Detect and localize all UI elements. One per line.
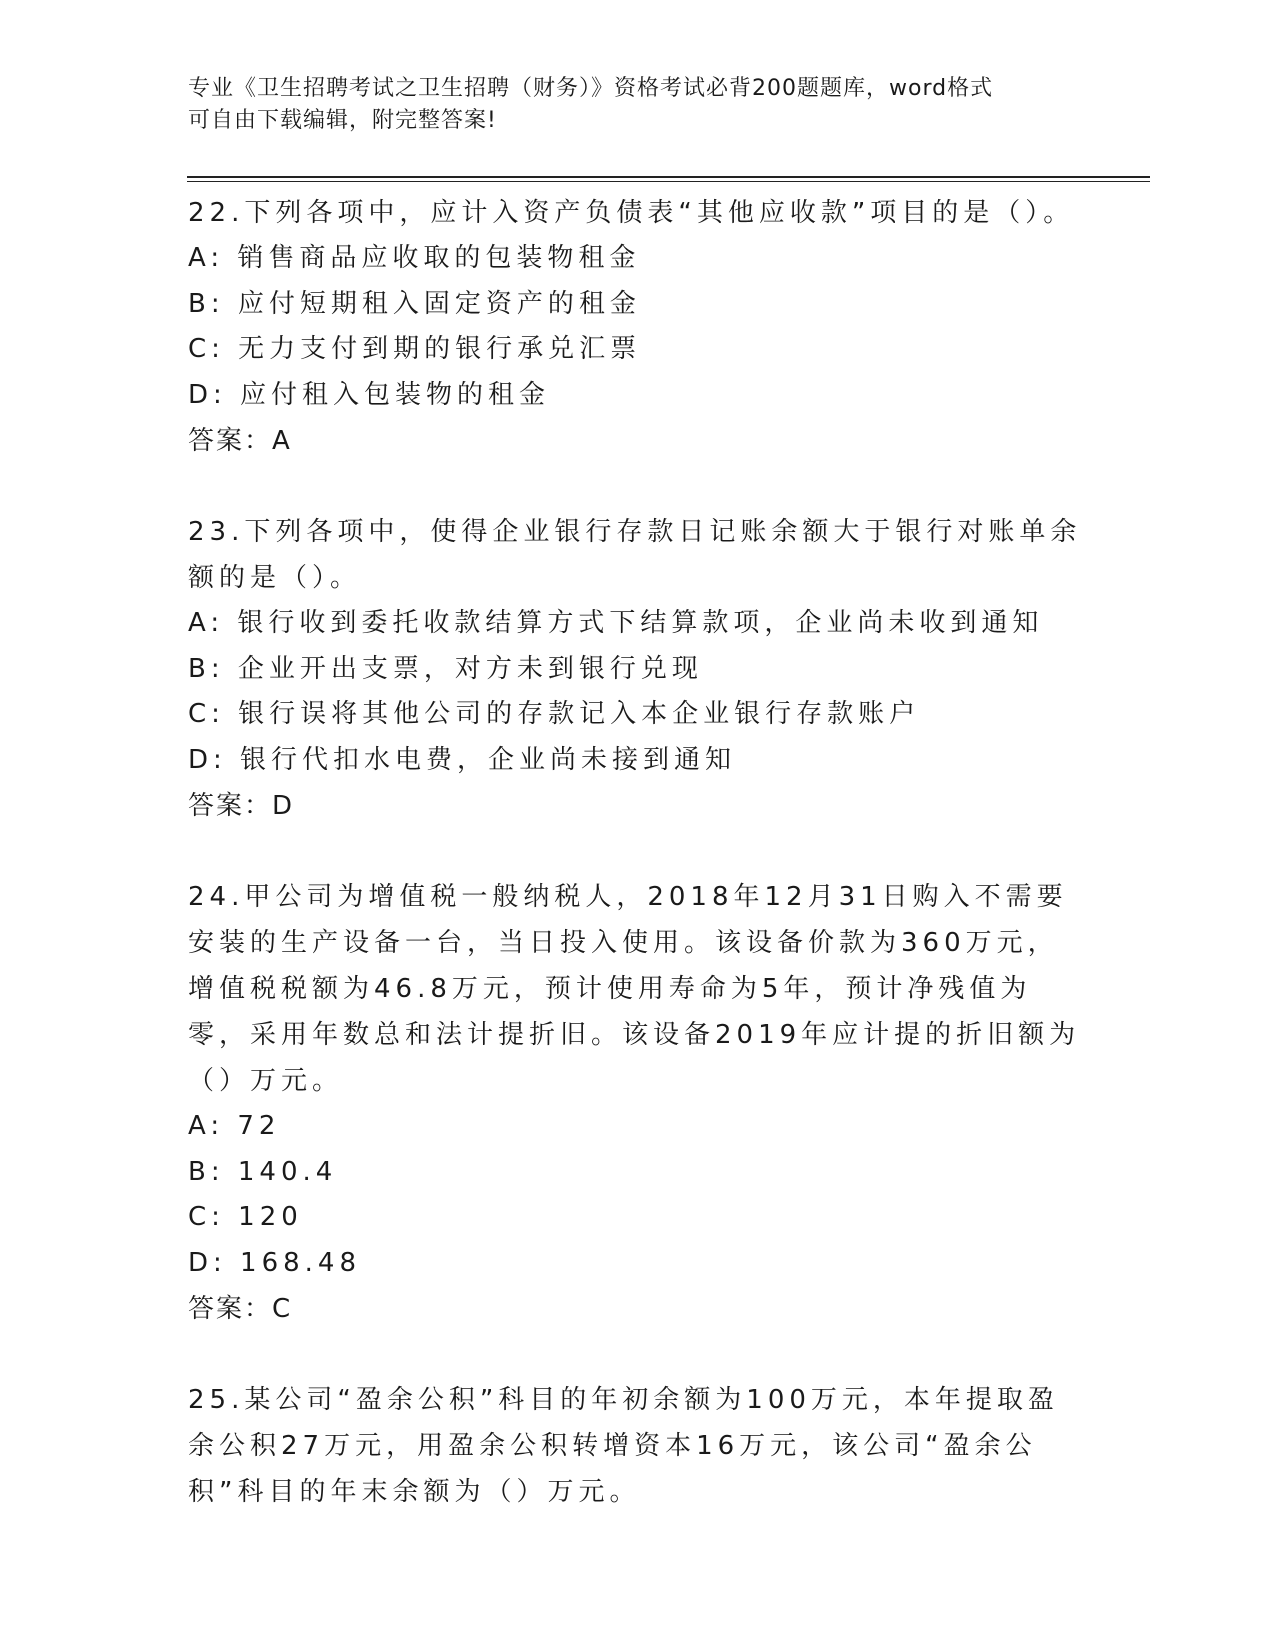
question-stem: 24.甲公司为增值税一般纳税人，2018年12月31日购入不需要安装的生产设备一台，当日投入使用。该设备价款为360万元，增值税税额为46.8万元，预计使用寿命为5年，预计净残值为零，采用年数总和法计提折旧。该设备2019年应计提的折旧额为（）万元。 xyxy=(188,882,1081,1096)
header-divider xyxy=(187,176,1150,182)
document-header xyxy=(188,73,1068,137)
question-stem: 23.下列各项中，使得企业银行存款日记账余额大于银行对账单余额的是（）。 xyxy=(188,517,1082,593)
option-a: A: 72 xyxy=(188,1111,281,1141)
question-24 xyxy=(188,874,1088,1332)
option-d: D: 168.48 xyxy=(188,1247,362,1278)
option-d: D: 应付租入包装物的租金 xyxy=(188,379,551,410)
answer-value: C xyxy=(272,1294,292,1324)
question-23 xyxy=(188,509,1088,829)
option-c: C: 银行误将其他公司的存款记入本企业银行存款账户 xyxy=(188,699,921,729)
answer-label: 答案： xyxy=(188,1294,273,1324)
header-title-line2: 可自由下载编辑，附完整答案! xyxy=(188,108,497,133)
answer-value: D xyxy=(272,791,294,821)
header-title-line1: 专业《卫生招聘考试之卫生招聘（财务）》资格考试必背200题题库，word格式 xyxy=(188,76,994,101)
option-b: B: 企业开出支票，对方未到银行兑现 xyxy=(188,653,703,684)
option-a: A: 销售商品应收取的包装物租金 xyxy=(188,243,641,273)
option-c: C: 无力支付到期的银行承兑汇票 xyxy=(188,334,642,364)
answer-line xyxy=(188,418,1088,464)
answer-line xyxy=(188,783,1088,829)
question-stem: 25.某公司“盈余公积”科目的年初余额为100万元，本年提取盈余公积27万元，用盈余公积转增资本16万元，该公司“盈余公积”科目的年末余额为（）万元。 xyxy=(188,1385,1059,1507)
option-b: B: 140.4 xyxy=(188,1156,338,1187)
option-b: B: 应付短期租入固定资产的租金 xyxy=(188,288,641,319)
question-list xyxy=(188,190,1088,1560)
question-stem: 22.下列各项中，应计入资产负债表“其他应收款”项目的是（）。 xyxy=(188,198,1075,228)
question-25 xyxy=(188,1377,1088,1515)
option-c: C: 120 xyxy=(188,1202,303,1232)
question-22 xyxy=(188,190,1088,464)
answer-label: 答案： xyxy=(188,426,273,456)
option-d: D: 银行代扣水电费，企业尚未接到通知 xyxy=(188,744,737,775)
answer-line xyxy=(188,1286,1088,1332)
answer-label: 答案： xyxy=(188,791,273,821)
option-a: A: 银行收到委托收款结算方式下结算款项，企业尚未收到通知 xyxy=(188,608,1044,638)
answer-value: A xyxy=(272,426,291,456)
